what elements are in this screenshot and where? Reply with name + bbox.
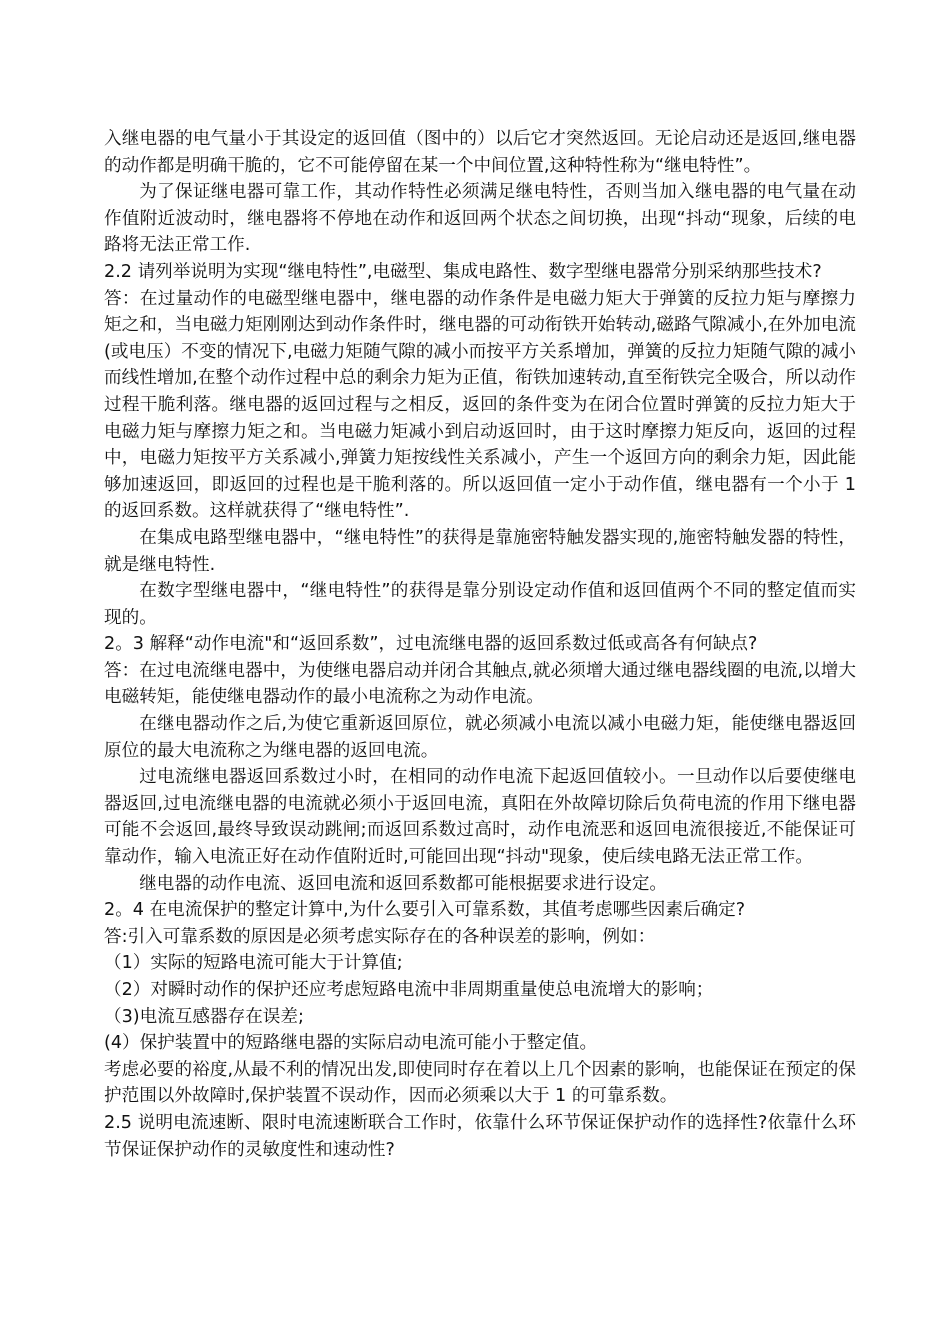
list-item-4: (4）保护装置中的短路继电器的实际启动电流可能小于整定值。 (104, 1033, 598, 1054)
answer-2-3: 答：在过电流继电器中，为使继电器启动并闭合其触点,就必须增大通过继电器线圈的电流,以增大电磁转矩，能使继电器动作的最小电流称之为动作电流。 (104, 660, 856, 708)
document-body (104, 126, 856, 1163)
paragraph-return-coefficient: 过电流继电器返回系数过小时，在相同的动作电流下起返回值较小。一旦动作以后要使继电器返回,过电流继电器的电流就必须小于返回电流，真阳在外故障切除后负荷电流的作用下继电器可能不会返回,最终导致误动跳闸;而返回系数过高时，动作电流恶和返回电流很接近,不能保证可靠动作，输入电流正好在动作值附近时,可能回出现“抖动"现象，使后续电路无法正常工作。 (104, 767, 856, 868)
question-2-5: 2.5 说明电流速断、限时电流速断联合工作时，依靠什么环节保证保护动作的选择性?依靠什么环节保证保护动作的灵敏度性和速动性? (104, 1112, 856, 1160)
paragraph-settings: 继电器的动作电流、返回电流和返回系数都可能根据要求进行设定。 (139, 873, 668, 894)
question-2-4: 2。4 在电流保护的整定计算中,为什么要引入可靠系数，其值考虑哪些因素后确定? (104, 900, 746, 921)
answer-2-4: 答:引入可靠系数的原因是必须考虑实际存在的各种误差的影响，例如： (104, 926, 656, 947)
question-2-3: 2。3 解释“动作电流"和“返回系数”，过电流继电器的返回系数过低或高各有何缺点? (104, 634, 758, 655)
list-item-2: （2）对瞬时动作的保护还应考虑短路电流中非周期重量使总电流增大的影响； (104, 980, 714, 1000)
question-2-2: 2.2 请列举说明为实现“继电特性”,电磁型、集成电路性、数字型继电器常分别采纳那些技术? (104, 261, 822, 282)
paragraph-margin: 考虑必要的裕度,从最不利的情况出发,即使同时存在着以上几个因素的影响，也能保证在预定的保护范围以外故障时,保护装置不误动作，因而必须乘以大于 1 的可靠系数。 (104, 1059, 856, 1107)
paragraph-relay-characteristic: 入继电器的电气量小于其设定的返回值（图中的）以后它才突然返回。无论启动还是返回,继电器的动作都是明确干脆的，它不可能停留在某一个中间位置,这种特性称为“继电特性”。 (104, 129, 856, 176)
list-item-3: （3)电流互感器存在误差; (104, 1006, 304, 1027)
paragraph-integrated-circuit: 在集成电路型继电器中，“继电特性”的获得是靠施密特触发器实现的,施密特触发器的特性，就是继电特性. (104, 527, 856, 575)
paragraph-digital: 在数字型继电器中，“继电特性”的获得是靠分别设定动作值和返回值两个不同的整定值而实现的。 (104, 581, 856, 628)
list-item-1: （1）实际的短路电流可能大于计算值; (104, 953, 403, 974)
paragraph-reliable-work: 为了保证继电器可靠工作，其动作特性必须满足继电特性，否则当加入继电器的电气量在动作值附近波动时，继电器将不停地在动作和返回两个状态之间切换，出现“抖动“现象，后续的电路将无法正常工作. (104, 182, 856, 256)
answer-2-2: 答：在过量动作的电磁型继电器中，继电器的动作条件是电磁力矩大于弹簧的反拉力矩与摩擦力矩之和，当电磁力矩刚刚达到动作条件时，继电器的可动衔铁开始转动,磁路气隙减小,在外加电流(或电压）不变的情况下,电磁力矩随气隙的减小而按平方关系增加，弹簧的反拉力矩随气隙的减小而线性增加,在整个动作过程中总的剩余力矩为正值，衔铁加速转动,直至衔铁完全吸合，所以动作过程干脆利落。继电器的返回过程与之相反，返回的条件变为在闭合位置时弹簧的反拉力矩大于电磁力矩与摩擦力矩之和。当电磁力矩减小到启动返回时，由于这时摩擦力矩反向，返回的过程中，电磁力矩按平方关系减小,弹簧力矩按线性关系减小，产生一个返回方向的剩余力矩，因此能够加速返回，即返回的过程也是干脆利落的。所以返回值一定小于动作值，继电器有一个小于 1 的返回系数。这样就获得了“继电特性”. (104, 288, 856, 522)
paragraph-return-current: 在继电器动作之后,为使它重新返回原位，就必须减小电流以减小电磁力矩，能使继电器返回原位的最大电流称之为继电器的返回电流。 (104, 714, 856, 761)
